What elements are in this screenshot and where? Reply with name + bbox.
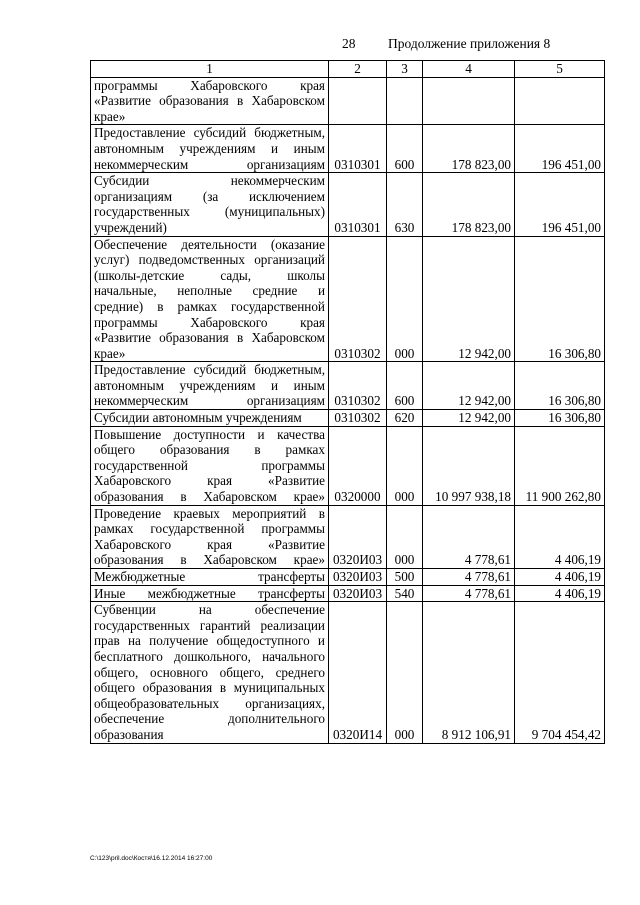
row-sum-2015-cell: 16 306,80 [515,410,605,427]
row-vr-cell: 000 [387,426,423,505]
row-code-cell: 0320И03 [329,585,387,602]
row-name-cell: Обеспечение деятельности (оказание услуг) подведомственных организаций (школы-детские сады, школы начальные, неполные средние и средние) в рамках государственной программы Хабаровского края «Развитие образования в Хабаровском крае» [91,236,329,362]
row-sum-2015-cell: 196 451,00 [515,125,605,173]
column-header-row [91,61,605,78]
column-header-4: 4 [423,61,515,78]
row-sum-2014-cell: 4 778,61 [423,585,515,602]
table-row [91,569,605,586]
column-header-5: 5 [515,61,605,78]
row-vr-cell [387,77,423,125]
row-name-cell: Предоставление субсидий бюджетным, автономным учреждениям и иным некоммерческим организациям [91,125,329,173]
row-name-cell: Субвенции на обеспечение государственных гарантий реализации прав на получение общедоступного и бесплатного дошкольного, начального общего, основного общего, среднего общего образования в муниципальных общеобразовательных организациях, обеспечение дополнительного образования [91,602,329,743]
table-row [91,426,605,505]
row-sum-2014-cell: 12 942,00 [423,410,515,427]
row-code-cell [329,77,387,125]
table-row [91,410,605,427]
row-sum-2015-cell: 4 406,19 [515,569,605,586]
row-sum-2014-cell: 178 823,00 [423,125,515,173]
table-row [91,125,605,173]
row-code-cell: 0310301 [329,173,387,236]
row-code-cell: 0320И14 [329,602,387,743]
row-code-cell: 0310301 [329,125,387,173]
row-sum-2015-cell: 16 306,80 [515,236,605,362]
row-vr-cell: 600 [387,125,423,173]
row-name-cell: программы Хабаровского края «Развитие образования в Хабаровском крае» [91,77,329,125]
table-row [91,602,605,743]
row-sum-2014-cell: 12 942,00 [423,236,515,362]
row-vr-cell: 630 [387,173,423,236]
row-code-cell: 0310302 [329,236,387,362]
page-number: 28 [342,36,356,51]
row-name-cell: Повышение доступности и качества общего образования в рамках государственной программы Хабаровского края «Развитие образования в Хабаровском крае» [91,426,329,505]
table-row [91,173,605,236]
row-name-cell: Проведение краевых мероприятий в рамках государственной программы Хабаровского края «Развитие образования в Хабаровском крае» [91,505,329,568]
row-vr-cell: 000 [387,602,423,743]
row-sum-2014-cell: 12 942,00 [423,362,515,410]
table-row [91,505,605,568]
row-sum-2015-cell: 4 406,19 [515,505,605,568]
row-vr-cell: 540 [387,585,423,602]
row-name-cell: Межбюджетные трансферты [91,569,329,586]
row-sum-2015-cell: 16 306,80 [515,362,605,410]
row-name-cell: Предоставление субсидий бюджетным, автономным учреждениям и иным некоммерческим организациям [91,362,329,410]
page-header [0,36,640,56]
table-row [91,362,605,410]
row-code-cell: 0320000 [329,426,387,505]
column-header-2: 2 [329,61,387,78]
row-code-cell: 0310302 [329,362,387,410]
row-sum-2014-cell: 8 912 106,91 [423,602,515,743]
row-sum-2014-cell: 178 823,00 [423,173,515,236]
row-vr-cell: 600 [387,362,423,410]
row-sum-2015-cell: 11 900 262,80 [515,426,605,505]
continuation-title: Продолжение приложения 8 [388,36,551,51]
row-name-cell: Иные межбюджетные трансферты [91,585,329,602]
row-sum-2014-cell: 10 997 938,18 [423,426,515,505]
row-sum-2014-cell [423,77,515,125]
budget-table [90,60,605,744]
row-sum-2015-cell: 196 451,00 [515,173,605,236]
row-code-cell: 0310302 [329,410,387,427]
row-code-cell: 0320И03 [329,569,387,586]
row-vr-cell: 000 [387,505,423,568]
row-sum-2014-cell: 4 778,61 [423,569,515,586]
row-vr-cell: 500 [387,569,423,586]
row-name-cell: Субсидии некоммерческим организациям (за исключением государственных (муниципальных) учреждений) [91,173,329,236]
table-row [91,77,605,125]
row-name-cell: Субсидии автономным учреждениям [91,410,329,427]
column-header-1: 1 [91,61,329,78]
column-header-3: 3 [387,61,423,78]
footer-file-path: C:\123\pril.doc\Костя\16.12.2014 16:27:00 [90,855,213,862]
row-sum-2015-cell: 4 406,19 [515,585,605,602]
table-row [91,585,605,602]
row-code-cell: 0320И03 [329,505,387,568]
row-vr-cell: 000 [387,236,423,362]
row-sum-2015-cell [515,77,605,125]
row-sum-2015-cell: 9 704 454,42 [515,602,605,743]
row-sum-2014-cell: 4 778,61 [423,505,515,568]
table-row [91,236,605,362]
row-vr-cell: 620 [387,410,423,427]
